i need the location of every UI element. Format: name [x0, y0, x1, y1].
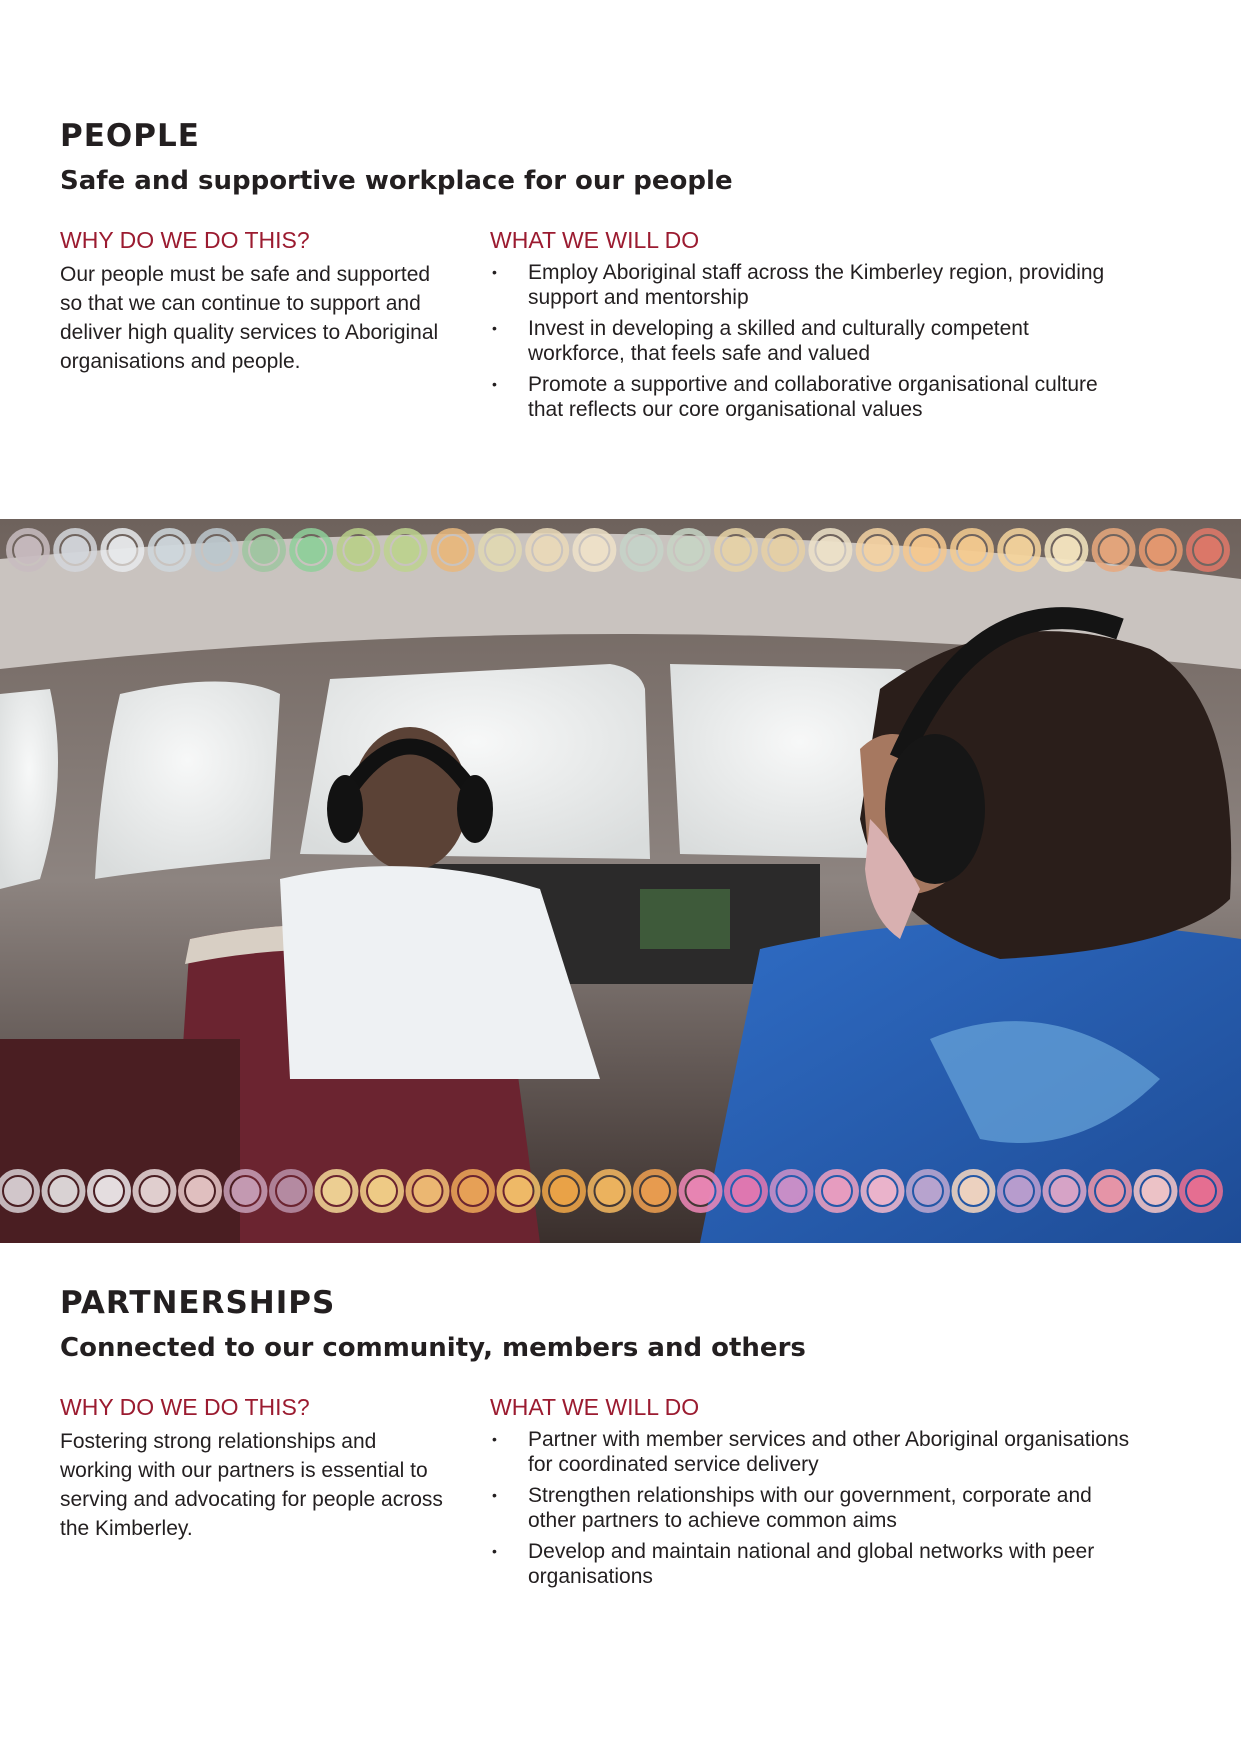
dot-fill [641, 1177, 669, 1205]
dot-fill [550, 1177, 578, 1205]
partnerships-what-column [490, 1393, 1130, 1595]
dot-fill [960, 1177, 988, 1205]
screen [640, 889, 730, 949]
dot-fill [675, 536, 703, 564]
people-why-column [60, 226, 440, 376]
bullet-icon: • [492, 1431, 497, 1447]
dot-fill [392, 536, 420, 564]
dot-fill [505, 1177, 533, 1205]
dot-fill [722, 536, 750, 564]
dot-fill [50, 1177, 78, 1205]
people-what-column [490, 226, 1130, 428]
dot-fill [869, 1177, 897, 1205]
list-item-text: Invest in developing a skilled and culturally competent workforce, that feels safe and valued [528, 317, 1029, 365]
dot-fill [297, 536, 325, 564]
dot-fill [687, 1177, 715, 1205]
dot-fill [156, 536, 184, 564]
dot-fill [628, 536, 656, 564]
partnerships-section [60, 1285, 1180, 1605]
partnerships-what-list [490, 1427, 1130, 1589]
dot-fill [203, 536, 231, 564]
dot-fill [958, 536, 986, 564]
dot-fill [459, 1177, 487, 1205]
list-item-text: Promote a supportive and collaborative organisational culture that reflects our core organisational values [528, 373, 1098, 421]
dot-fill [414, 1177, 442, 1205]
cockpit-photo [0, 519, 1241, 1243]
dot-fill [596, 1177, 624, 1205]
dot-fill [439, 536, 467, 564]
dot-fill [816, 536, 844, 564]
dot-fill [778, 1177, 806, 1205]
dot-fill [486, 536, 514, 564]
pilot-ear-cup-left [327, 775, 363, 843]
dot-fill [1147, 536, 1175, 564]
dot-fill [1194, 536, 1222, 564]
list-item [490, 316, 1130, 366]
dot-fill [533, 536, 561, 564]
partnerships-subtitle: Connected to our community, members and others [60, 1333, 806, 1363]
partnerships-what-heading: WHAT WE WILL DO [490, 1394, 700, 1420]
people-title: PEOPLE [60, 118, 200, 154]
list-item [490, 372, 1130, 422]
dot-fill [323, 1177, 351, 1205]
list-item-text: Strengthen relationships with our government, corporate and other partners to achieve common aims [528, 1484, 1092, 1532]
dot-fill [1100, 536, 1128, 564]
dot-fill [1187, 1177, 1215, 1205]
list-item [490, 260, 1130, 310]
dot-fill [4, 1177, 32, 1205]
dot-fill [823, 1177, 851, 1205]
dot-fill [580, 536, 608, 564]
dot-fill [1051, 1177, 1079, 1205]
dot-fill [14, 536, 42, 564]
cockpit-illustration [0, 519, 1241, 1243]
list-item-text: Partner with member services and other Aboriginal organisations for coordinated service delivery [528, 1428, 1130, 1476]
dot-fill [1005, 1177, 1033, 1205]
partnerships-why-column [60, 1393, 450, 1543]
dot-fill [141, 1177, 169, 1205]
dot-fill [344, 536, 372, 564]
dot-fill [1096, 1177, 1124, 1205]
list-item [490, 1539, 1130, 1589]
bullet-icon: • [492, 376, 497, 392]
people-why-text: Our people must be safe and supported so that we can continue to support and deliver high quality services to Aboriginal organisations and people. [60, 263, 439, 373]
dot-fill [250, 536, 278, 564]
dot-fill [108, 536, 136, 564]
bullet-icon: • [492, 264, 497, 280]
dot-fill [1052, 536, 1080, 564]
windshield-left [95, 682, 280, 880]
people-what-heading: WHAT WE WILL DO [490, 227, 700, 253]
dot-fill [1005, 536, 1033, 564]
dot-fill [232, 1177, 260, 1205]
dot-fill [769, 536, 797, 564]
bullet-icon: • [492, 1487, 497, 1503]
list-item [490, 1483, 1130, 1533]
pilot-ear-cup-right [457, 775, 493, 843]
list-item-text: Develop and maintain national and global networks with peer organisations [528, 1540, 1095, 1588]
partnerships-title: PARTNERSHIPS [60, 1285, 336, 1321]
people-why-heading: WHY DO WE DO THIS? [60, 227, 310, 253]
dot-fill [95, 1177, 123, 1205]
dot-fill [186, 1177, 214, 1205]
dot-fill [732, 1177, 760, 1205]
partnerships-why-text: Fostering strong relationships and working with our partners is essential to serving and advocating for people across the Kimberley. [60, 1430, 443, 1540]
dot-fill [1142, 1177, 1170, 1205]
list-item-text: Employ Aboriginal staff across the Kimberley region, providing support and mentorship [528, 261, 1105, 309]
people-what-list [490, 260, 1130, 422]
dot-fill [368, 1177, 396, 1205]
bullet-icon: • [492, 1543, 497, 1559]
list-item [490, 1427, 1130, 1477]
dot-fill [864, 536, 892, 564]
partnerships-why-heading: WHY DO WE DO THIS? [60, 1394, 310, 1420]
dot-fill [911, 536, 939, 564]
bullet-icon: • [492, 320, 497, 336]
dot-fill [61, 536, 89, 564]
people-subtitle: Safe and supportive workplace for our people [60, 166, 733, 196]
people-section [60, 118, 1180, 438]
dot-fill [277, 1177, 305, 1205]
dot-fill [914, 1177, 942, 1205]
